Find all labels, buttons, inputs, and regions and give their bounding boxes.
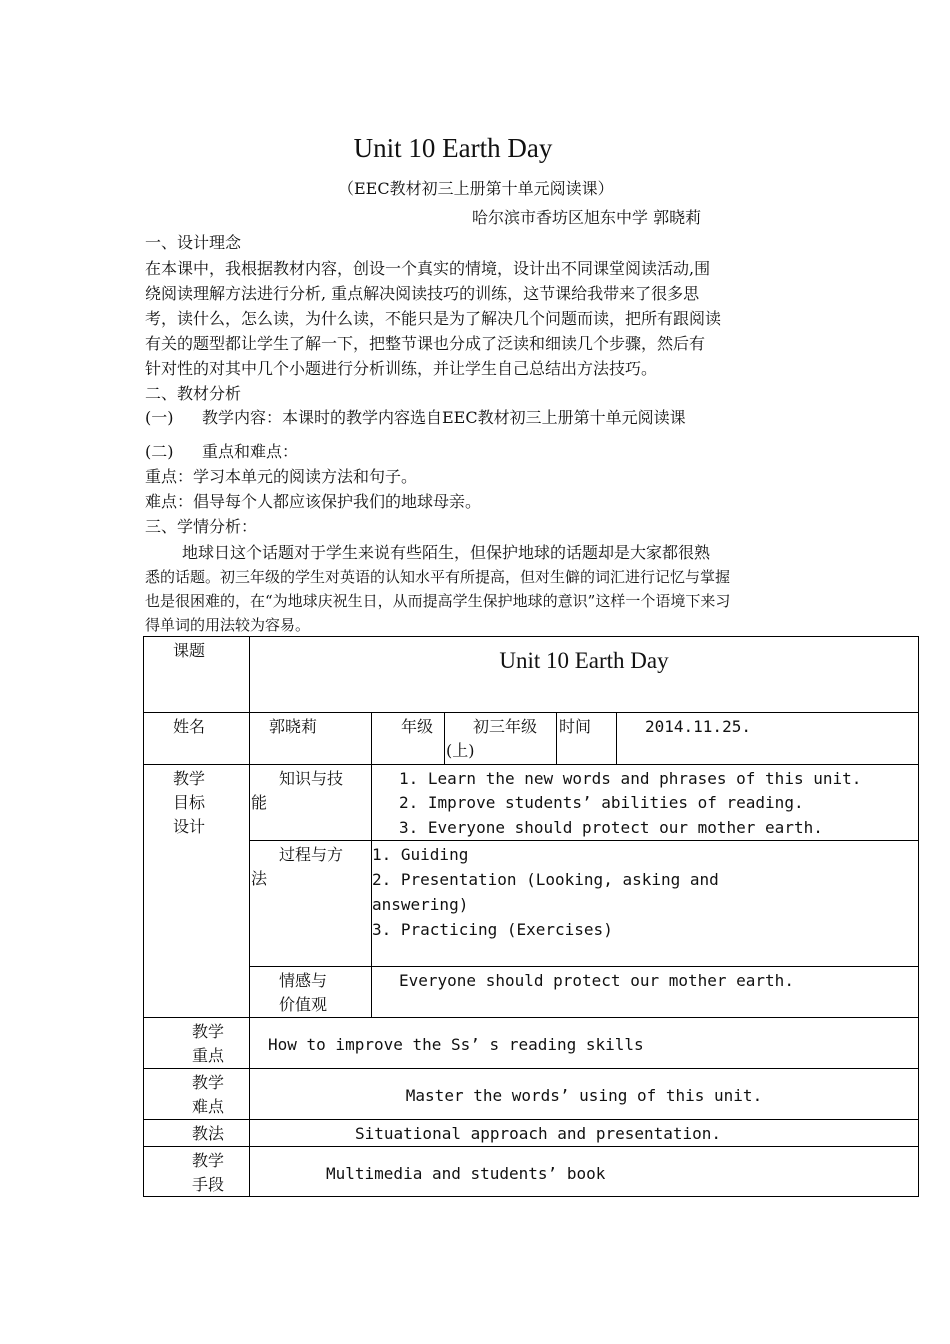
process-item: answering) (372, 895, 469, 914)
knowledge-label-cont: 能 (251, 793, 268, 812)
difficulty-label: 难点 (192, 1097, 225, 1116)
process-item: 3. Practicing (Exercises) (372, 920, 613, 939)
section1-line: 针对性的对其中几个小题进行分析训练，并让学生自己总结出方法技巧。 (145, 359, 658, 378)
emotion-value: Everyone should protect our mother earth. (399, 971, 794, 990)
time-label: 时间 (559, 717, 592, 736)
emotion-label-cont: 价值观 (279, 995, 328, 1014)
section3-line: 也是很困难的，在“为地球庆祝生日，从而提高学生保护地球的意识”这样一个语境下来习 (145, 592, 731, 610)
key-label: 教学 (192, 1022, 225, 1041)
grade-value: 初三年级 (473, 717, 538, 736)
section3-line: 悉的话题。初三年级的学生对英语的认知水平有所提高，但对生僻的词汇进行记忆与掌握 (145, 568, 731, 586)
difficult-point: 难点：倡导每个人都应该保护我们的地球母亲。 (145, 492, 482, 511)
process-item: 2. Presentation (Looking, asking and (372, 870, 719, 889)
goals-label: 教学 (173, 769, 206, 788)
document-subtitle: （EEC教材初三上册第十单元阅读课） (338, 179, 614, 198)
process-item: 1. Guiding (372, 845, 469, 864)
grade-value-suffix: (上) (446, 741, 475, 760)
grade-label: 年级 (401, 717, 434, 736)
section2-heading: 二、教材分析 (145, 384, 242, 403)
means-value: Multimedia and students’ book (326, 1164, 606, 1183)
process-label-cont: 法 (251, 869, 268, 888)
topic-value: Unit 10 Earth Day (499, 648, 669, 673)
time-value: 2014.11.25. (645, 717, 751, 736)
key-label: 重点 (192, 1046, 225, 1065)
means-label: 手段 (192, 1175, 225, 1194)
section3-line: 地球日这个话题对于学生来说有些陌生，但保护地球的话题却是大家都很熟 (182, 543, 711, 562)
author-line: 哈尔滨市香坊区旭东中学 郭晓莉 (472, 208, 702, 227)
section2-item2-text: 重点和难点： (202, 442, 299, 461)
key-point: 重点：学习本单元的阅读方法和句子。 (145, 467, 418, 486)
process-label: 过程与方 (279, 845, 344, 864)
section2-item2-number: (二) (145, 442, 174, 461)
knowledge-item: 2. Improve students’ abilities of reading. (399, 793, 804, 812)
section1-line: 考，读什么，怎么读，为什么读，不能只是为了解决几个问题而读，把所有跟阅读 (145, 309, 722, 328)
method-label: 教法 (192, 1124, 225, 1143)
section1-line: 绕阅读理解方法进行分析, 重点解决阅读技巧的训练，这节课给我带来了很多思 (145, 284, 700, 303)
section1-line: 在本课中，我根据教材内容，创设一个真实的情境，设计出不同课堂阅读活动,围 (145, 259, 711, 278)
section2-item1-number: (一) (145, 408, 174, 427)
goals-label: 目标 (173, 793, 206, 812)
key-value: How to improve the Ss’ s reading skills (268, 1035, 644, 1054)
difficulty-label: 教学 (192, 1073, 225, 1092)
difficulty-value: Master the words’ using of this unit. (405, 1086, 763, 1105)
knowledge-item: 3. Everyone should protect our mother earth. (399, 818, 823, 837)
means-label: 教学 (192, 1151, 225, 1170)
name-label: 姓名 (173, 717, 206, 736)
knowledge-label: 知识与技 (279, 769, 344, 788)
knowledge-item: 1. Learn the new words and phrases of this unit. (399, 769, 862, 788)
section1-line: 有关的题型都让学生了解一下，把整节课也分成了泛读和细读几个步骤，然后有 (145, 334, 706, 353)
goals-label: 设计 (173, 817, 206, 836)
section3-line: 得单词的用法较为容易。 (145, 616, 311, 634)
topic-label: 课题 (173, 641, 206, 660)
section1-heading: 一、设计理念 (145, 233, 242, 252)
section3-heading: 三、学情分析： (145, 517, 258, 536)
section2-item1-text: 教学内容：本课时的教学内容选自EEC教材初三上册第十单元阅读课 (202, 408, 686, 427)
method-value: Situational approach and presentation. (355, 1124, 722, 1143)
emotion-label: 情感与 (279, 971, 328, 990)
name-value: 郭晓莉 (269, 717, 318, 736)
document-title: Unit 10 Earth Day (353, 133, 553, 163)
